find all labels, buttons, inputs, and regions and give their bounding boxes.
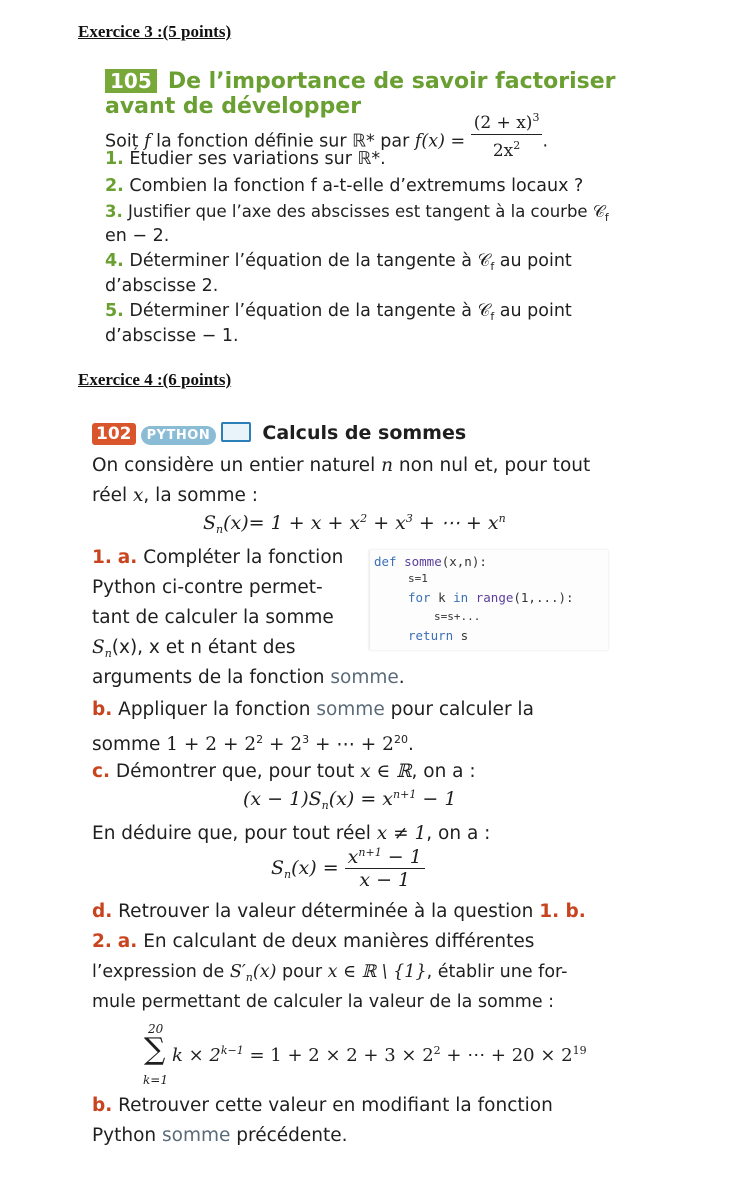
question-4-line2: d’abscisse 2. [105, 276, 219, 296]
equation-1c: $(x - 1)S_n(x) = x^{n+1} - 1$ [243, 788, 457, 812]
question-5: 5. Déterminer l’équation de la tangente à 𝒞$_f$ au point [105, 301, 572, 323]
sigma-symbol: ∑ [144, 1032, 166, 1067]
question-1a-line1: 1. a. Compléter la fonction [92, 547, 344, 568]
python-code-block [369, 550, 608, 650]
question-1: 1. Étudier ses variations sur ℝ*. [105, 149, 386, 169]
question-5-line2: d’abscisse − 1. [105, 326, 239, 346]
deduce-line: En déduire que, pour tout réel x ≠ 1, on a : [92, 823, 491, 844]
question-1d: d. Retrouver la valeur déterminée à la question 1. b. [92, 901, 586, 922]
question-3-line2: en − 2. [105, 226, 170, 246]
question-1b-line2: somme $1 + 2 + 2^2 + 2^3$ + ⋯ + $2^{20}$. [92, 733, 414, 755]
question-1a-line3: tant de calculer la somme [92, 607, 334, 628]
sum-definition: $S_n(x)= 1 + x + x^2 + x^3$ + ⋯ + $x^n$ [203, 512, 506, 536]
intro-line-2: réel x, la somme : [92, 485, 259, 506]
code-line-4: s=s+... [434, 610, 481, 623]
question-2a-line3: mule permettant de calculer la valeur de la somme : [92, 992, 555, 1012]
sigma-expression: $k \times 2^{k-1} = 1 + 2 \times 2 + 3 \times 2^2$ + ⋯ + $20 \times 2^{19}$ [172, 1044, 587, 1066]
exercise-102-title-row [92, 422, 466, 445]
sigma-upper-bound: 20 [148, 1022, 164, 1036]
exercise-4-header: Exercice 4 :(6 points) [78, 370, 232, 389]
exercise-105-title-line1 [105, 68, 616, 94]
intro-line-1: On considère un entier naturel n non nul et, pour tout [92, 455, 591, 476]
question-2b-line1: b. Retrouver cette valeur en modifiant la fonction [92, 1095, 553, 1116]
code-line-1: def somme(x,n): [374, 554, 487, 569]
exercise-title: De l’importance de savoir factoriser [167, 69, 616, 94]
question-2: 2. Combien la fonction f a-t-elle d’extremums locaux ? [105, 176, 584, 196]
equation-fraction: $S_n(x)$ = $\frac{x^{n+1} - 1}{x - 1}$ [271, 846, 425, 891]
function-definition: Soit f la fonction définie sur ℝ* par f(x) = $\frac{(2 + x)^3}{2x^2}$ . [105, 121, 548, 162]
exercise-title-line2: avant de développer [105, 94, 362, 119]
question-1a-line4: $S_n(x)$, x et n étant des [92, 637, 296, 660]
screen-icon [221, 422, 251, 442]
python-badge: PYTHON [141, 426, 217, 445]
exercise-3-header: Exercice 3 :(5 points) [78, 22, 232, 41]
question-2b-line2: Python somme précédente. [92, 1125, 348, 1146]
sum-fraction: $\frac{x^{n+1} - 1}{x - 1}$ [345, 846, 425, 891]
question-2a-line1: 2. a. En calculant de deux manières différentes [92, 931, 535, 952]
sigma-lower-bound: k=1 [143, 1073, 168, 1087]
question-1b-line1: b. Appliquer la fonction somme pour calculer la [92, 699, 534, 720]
question-3: 3. Justifier que l’axe des abscisses est tangent à la courbe 𝒞$_f$ [105, 202, 609, 224]
function-fraction: $\frac{(2 + x)^3}{2x^2}$ [471, 107, 543, 162]
question-1a-line5: arguments de la fonction somme. [92, 667, 405, 688]
code-line-2: s=1 [408, 572, 428, 585]
question-1c-line1: c. Démontrer que, pour tout x ∈ ℝ, on a : [92, 761, 476, 782]
exercise-number-badge: 102 [92, 423, 136, 445]
exercise-number-badge: 105 [105, 69, 157, 93]
question-1a-line2: Python ci-contre permet- [92, 577, 323, 598]
code-line-5: return s [408, 628, 469, 643]
exercise-title: Calculs de sommes [262, 422, 467, 444]
code-line-3: for k in range(1,...): [408, 590, 574, 605]
question-4: 4. Déterminer l’équation de la tangente à 𝒞$_f$ au point [105, 251, 572, 273]
question-2a-line2: l’expression de $S'_n(x)$ pour x ∈ ℝ \ {1}, établir une for- [92, 962, 568, 984]
